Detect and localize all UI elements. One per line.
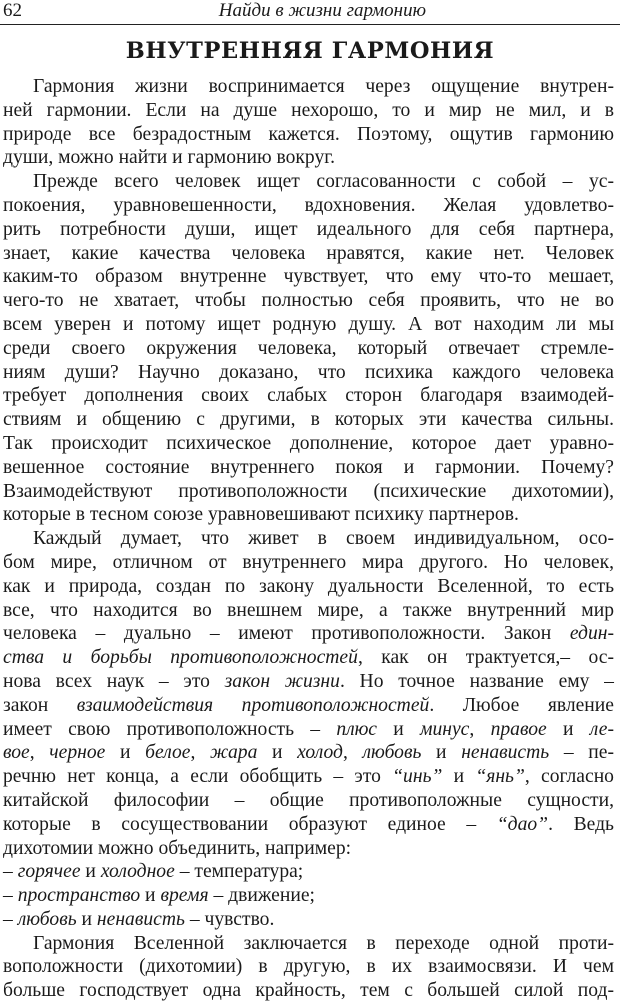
- italic-text: белое: [145, 742, 191, 764]
- text-segment: и: [442, 766, 476, 788]
- italic-text: вое: [3, 742, 30, 764]
- text-line: [3, 146, 614, 170]
- text-segment: покоения, уравновешенности, вдохновения. Желая удовлетво-: [3, 194, 614, 216]
- text-segment: ниям души? Научно доказано, что психика каждого человека: [3, 361, 614, 383]
- italic-text: время: [160, 885, 209, 907]
- text-segment: которые в тесном союзе уравновешивают психику партнеров.: [3, 504, 519, 526]
- text-line: [3, 932, 614, 956]
- text-segment: . Но точное название ему –: [339, 670, 614, 692]
- italic-text: плюс: [336, 718, 377, 740]
- text-line: [3, 170, 614, 194]
- text-line: [3, 670, 614, 694]
- italic-text: правое: [490, 718, 547, 740]
- text-segment: ,: [190, 742, 211, 764]
- text-segment: , как он трактуется,– ос-: [357, 647, 614, 669]
- text-segment: – чувство.: [184, 908, 275, 930]
- italic-text: един-: [569, 623, 614, 645]
- text-segment: среди своего окружения человека, который отвечает стремле-: [3, 337, 614, 359]
- text-segment: Прежде всего человек ищет согласованности с собой – ус-: [33, 171, 614, 193]
- text-segment: души, можно найти и гармонию вокруг.: [3, 147, 335, 169]
- text-line: [3, 575, 614, 599]
- italic-text: минус: [419, 718, 470, 740]
- text-segment: рить потребности души, ищет идеального для себя партнера,: [3, 218, 614, 240]
- text-segment: нова всех наук – это: [3, 670, 225, 692]
- text-line: [3, 194, 614, 218]
- text-line: [3, 551, 614, 575]
- text-segment: имеет свою противоположность –: [3, 718, 337, 740]
- running-title: Найди в жизни гармонию: [218, 0, 426, 21]
- italic-text: холод: [297, 742, 343, 764]
- text-line: [3, 979, 614, 1003]
- text-segment: . Любое явление: [429, 694, 614, 716]
- italic-text: закон жизни: [224, 670, 340, 692]
- text-segment: и: [76, 908, 97, 930]
- text-line: [3, 599, 614, 623]
- text-segment: человека – дуально – имеют противоположности. Закон: [3, 623, 570, 645]
- text-segment: всем уверен и потому ищет родную душу. А вот находим ли мы: [3, 313, 614, 335]
- italic-text: жара: [210, 742, 258, 764]
- text-segment: больше господствует одна крайность, тем с большей силой под-: [3, 980, 614, 1002]
- text-segment: и: [105, 742, 146, 764]
- text-segment: китайской философии – общие противоположные сущности,: [3, 789, 614, 811]
- text-segment: все, что находится во внешнем мире, а также внутренний мир: [3, 599, 614, 621]
- italic-text: ле-: [589, 718, 614, 740]
- text-segment: и: [140, 885, 161, 907]
- text-segment: чего-то не хватает, чтобы полностью себя проявить, что не во: [3, 290, 614, 312]
- text-line: [3, 813, 614, 837]
- italic-text: горячее: [17, 861, 81, 883]
- chapter-title: ВНУТРЕННЯЯ ГАРМОНИЯ: [125, 38, 495, 64]
- text-segment: воположности (дихотомии) в другую, в их взаимосвязи. И чем: [3, 956, 614, 978]
- text-line: [3, 289, 614, 313]
- italic-text: любовь: [17, 908, 77, 930]
- italic-text: ненависть: [461, 742, 550, 764]
- italic-text: “инь”: [392, 766, 443, 788]
- page-header: [0, 0, 620, 25]
- text-line: [3, 337, 614, 361]
- text-segment: каким-то образом внутренне чувствует, что ему что-то мешает,: [3, 266, 614, 288]
- text-line: [3, 622, 614, 646]
- text-segment: и: [546, 718, 590, 740]
- text-line: [3, 384, 614, 408]
- italic-text: холодное: [100, 861, 175, 883]
- text-segment: – движение;: [208, 885, 315, 907]
- text-line: [3, 646, 614, 670]
- text-line: [3, 123, 614, 147]
- text-line: [3, 242, 614, 266]
- text-line: [3, 480, 614, 504]
- text-line: [3, 884, 614, 908]
- text-segment: , согласно: [524, 766, 614, 788]
- italic-text: пространство: [17, 885, 141, 907]
- text-line: [3, 718, 614, 742]
- text-segment: – температура;: [174, 861, 304, 883]
- text-segment: –: [3, 908, 18, 930]
- text-line: [3, 265, 614, 289]
- text-segment: как и природа, создан по закону дуальности Вселенной, то есть: [3, 575, 614, 597]
- text-segment: – пе-: [549, 742, 614, 764]
- text-segment: и: [80, 861, 101, 883]
- text-line: [3, 860, 614, 884]
- text-segment: вешенное состояние внутреннего покоя и гармонии. Почему?: [3, 456, 614, 478]
- text-line: [3, 908, 614, 932]
- text-segment: и: [421, 742, 462, 764]
- text-segment: ,: [29, 742, 50, 764]
- italic-text: “янь”: [475, 766, 525, 788]
- text-segment: ней гармонии. Если на душе нехорошо, то и мир не мил, и в: [3, 99, 614, 121]
- body-text: [3, 75, 614, 1003]
- text-segment: Гармония Вселенной заключается в переходе одной проти-: [33, 932, 614, 954]
- text-segment: природе все безрадостным кажется. Поэтому, ощутив гармонию: [3, 123, 614, 145]
- text-line: [3, 694, 614, 718]
- text-segment: и: [376, 718, 420, 740]
- text-line: [3, 837, 614, 861]
- text-segment: дихотомии можно объединить, например:: [3, 837, 352, 859]
- italic-text: “дао”: [496, 813, 549, 835]
- text-line: [3, 432, 614, 456]
- text-line: [3, 503, 614, 527]
- text-segment: Так происходит психическое дополнение, которое дает уравно-: [3, 432, 614, 454]
- italic-text: любовь: [362, 742, 422, 764]
- text-line: [3, 408, 614, 432]
- text-segment: знает, какие качества человека нравятся, какие нет. Человек: [3, 242, 614, 264]
- text-segment: Гармония жизни воспринимается через ощущение внутрен-: [33, 76, 614, 97]
- text-segment: ,: [342, 742, 363, 764]
- text-line: [3, 75, 614, 99]
- text-segment: –: [3, 861, 18, 883]
- page-number: 62: [3, 0, 22, 21]
- text-line: [3, 765, 614, 789]
- text-segment: ,: [469, 718, 491, 740]
- text-segment: –: [3, 885, 18, 907]
- text-line: [3, 527, 614, 551]
- text-segment: которые в сосуществовании образуют единое –: [3, 813, 497, 835]
- italic-text: ненависть: [96, 908, 185, 930]
- text-line: [3, 741, 614, 765]
- text-segment: речню нет конца, а если обобщить – это: [3, 766, 393, 788]
- text-segment: Взаимодействуют противоположности (психические дихотомии),: [3, 480, 614, 502]
- text-segment: ствиям и общению с другими, в которых эти качества сильны.: [3, 409, 614, 431]
- text-line: [3, 456, 614, 480]
- text-segment: закон: [3, 694, 77, 716]
- text-line: [3, 313, 614, 337]
- text-line: [3, 789, 614, 813]
- italic-text: взаимодействия противоположностей: [76, 694, 430, 716]
- text-line: [3, 99, 614, 123]
- text-segment: . Ведь: [548, 813, 614, 835]
- text-line: [3, 361, 614, 385]
- text-segment: и: [257, 742, 298, 764]
- text-segment: Каждый думает, что живет в своем индивидуальном, осо-: [33, 528, 614, 550]
- text-line: [3, 955, 614, 979]
- text-segment: требует дополнения своих слабых сторон благодаря взаимодей-: [3, 385, 614, 407]
- text-line: [3, 218, 614, 242]
- text-segment: бом мире, отличном от внутреннего мира другого. Но человек,: [3, 551, 614, 573]
- italic-text: черное: [49, 742, 106, 764]
- italic-text: ства и борьбы противоположностей: [3, 647, 358, 669]
